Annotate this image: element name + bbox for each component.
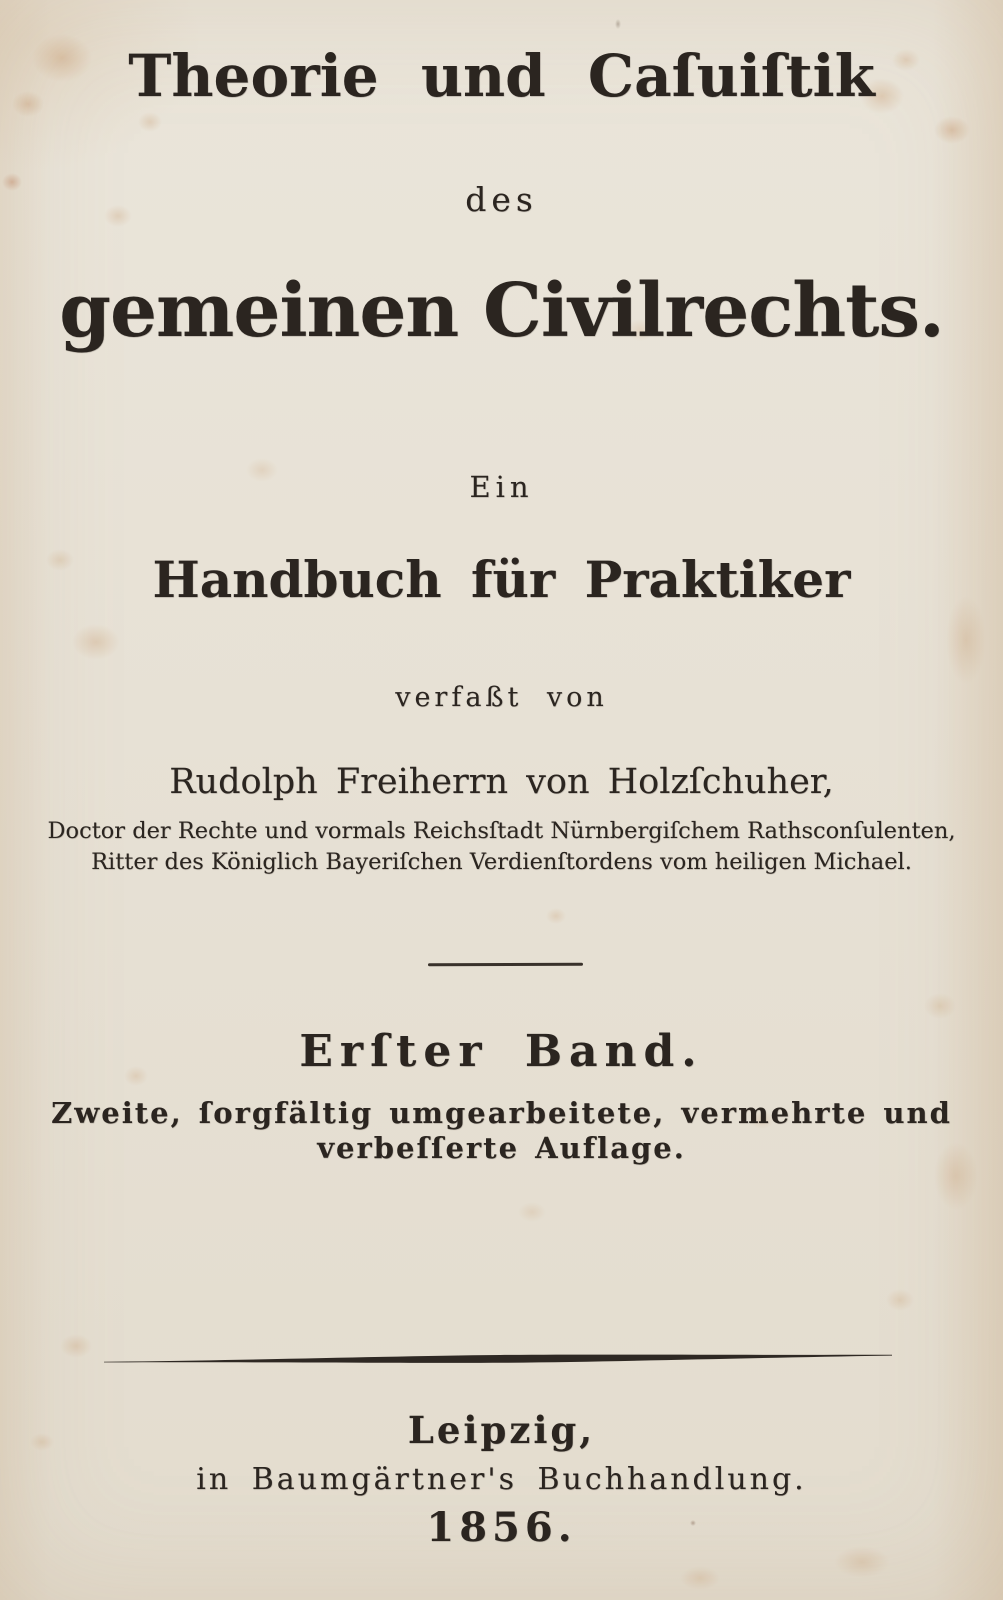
imprint-year: 1856.: [426, 1504, 577, 1551]
separator-rule-swelled: [101, 1348, 893, 1365]
volume-label: Erſter Band.: [299, 1026, 704, 1077]
imprint-place: Leipzig,: [407, 1408, 596, 1452]
title-line-main: gemeinen Civilrechts.: [59, 268, 944, 354]
author-name: Rudolph Freiherrn von Holzſchuher,: [169, 762, 834, 802]
byline-verfasst-von: verfaßt von: [395, 682, 608, 713]
subtitle-ein: Ein: [469, 470, 534, 504]
edition-line-1: Zweite, ſorgfältig umgearbeitete, vermehrte und: [51, 1096, 952, 1130]
author-credentials-line-2: Ritter des Königlich Bayeriſchen Verdienſtordens vom heiligen Michael.: [91, 849, 912, 875]
title-line-1: Theorie und Caſuiſtik: [128, 42, 875, 110]
separator-rule-short: [427, 963, 582, 966]
subtitle-handbuch: Handbuch für Praktiker: [152, 550, 851, 609]
author-credentials-line-1: Doctor der Rechte und vormals Reichsſtadt Nürnbergiſchem Rathsconſulenten,: [47, 818, 956, 844]
edition-line-2: verbeſſerte Auflage.: [317, 1131, 686, 1165]
swelled-rule-graphic: [101, 1351, 893, 1368]
title-article-des: des: [465, 180, 538, 219]
imprint-publisher: in Baumgärtner's Buchhandlung.: [196, 1462, 807, 1497]
